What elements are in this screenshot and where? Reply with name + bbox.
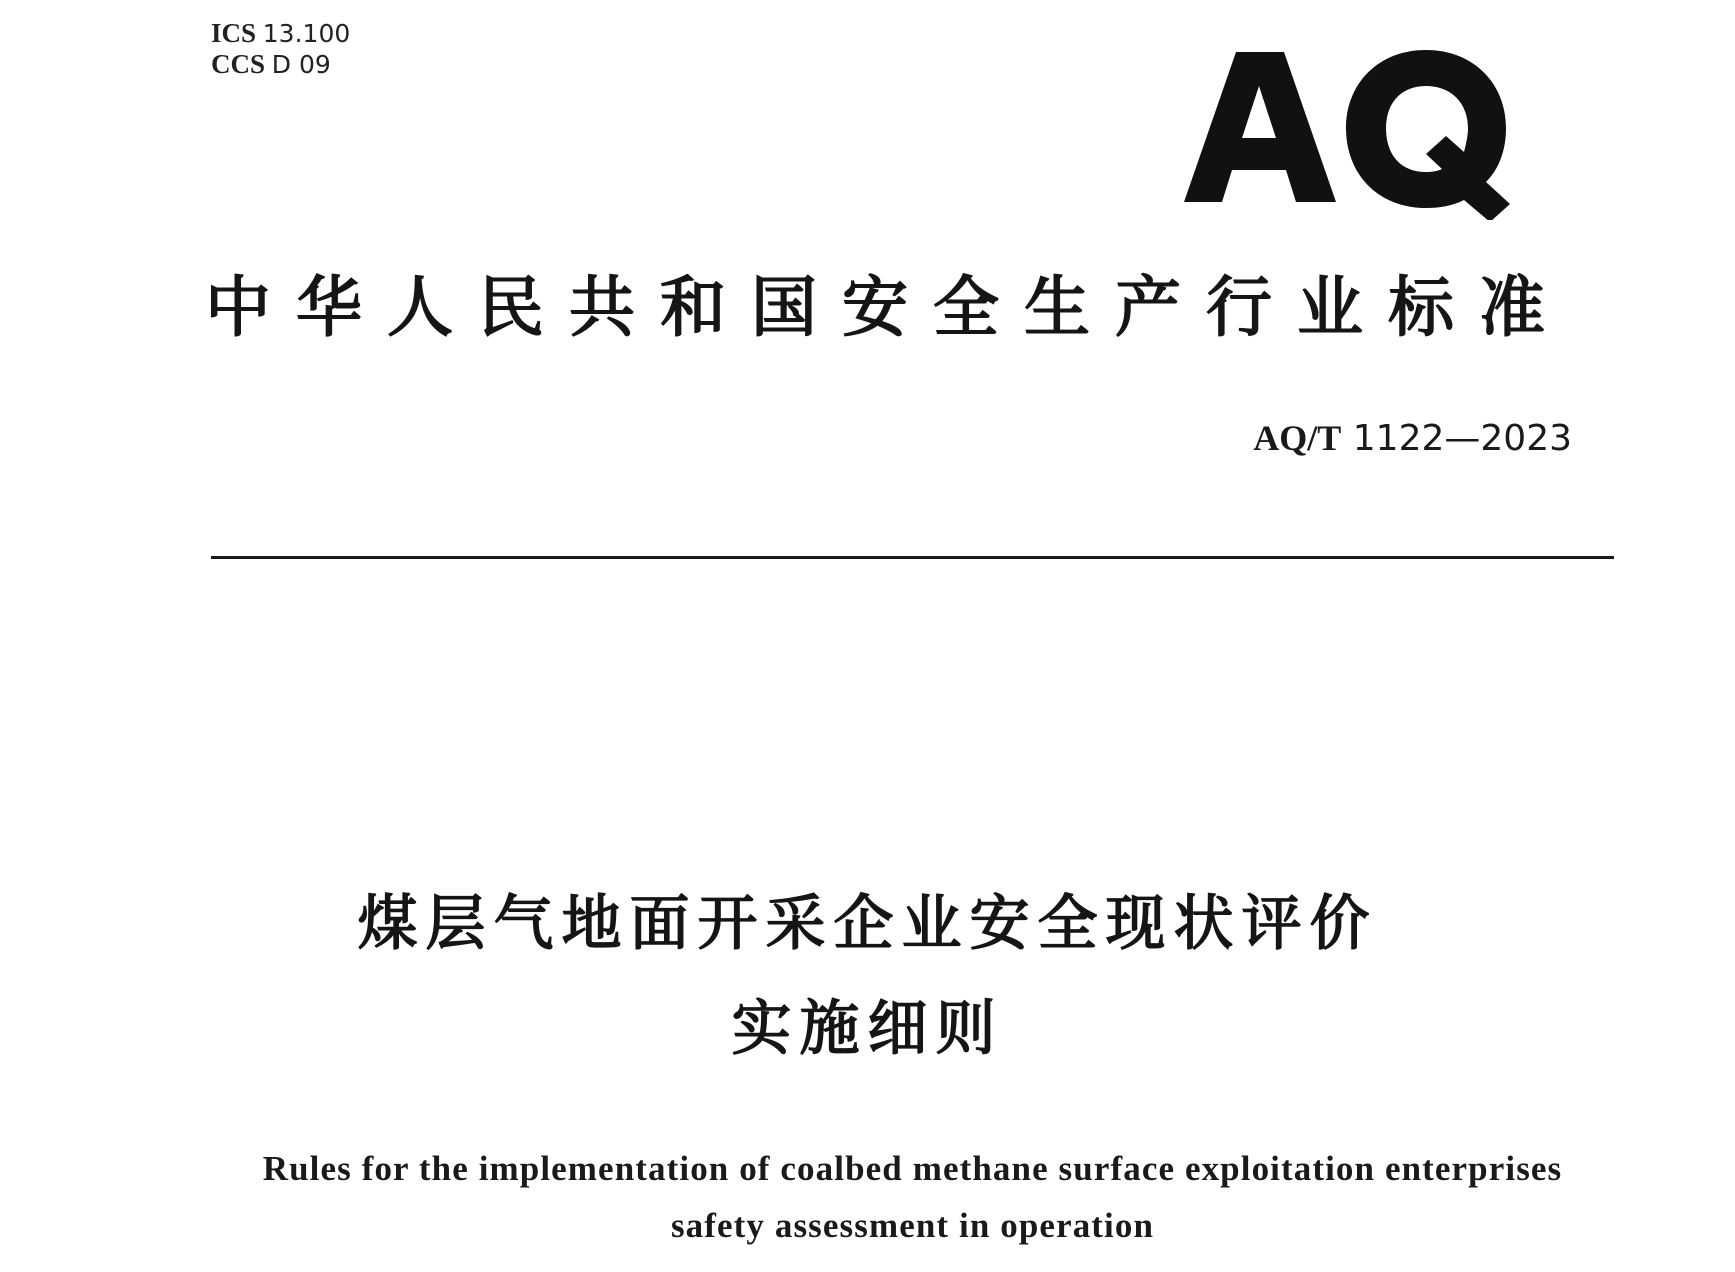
ccs-code [211, 49, 350, 80]
standard-number [1253, 415, 1572, 462]
document-title-line-1: 煤层气地面开采企业安全现状评价 [357, 889, 1378, 959]
ccs-value: D 09 [271, 50, 331, 79]
ics-label: ICS [211, 18, 257, 48]
standard-number-value: 1122—2023 [1352, 418, 1572, 459]
standard-title: 中华人民共和国安全生产行业标准 [205, 269, 1570, 346]
ccs-label: CCS [211, 49, 266, 79]
english-title-line-2: safety assessment in operation [670, 1206, 1155, 1245]
header-divider [211, 556, 1614, 559]
standard-number-prefix: AQ/T [1253, 418, 1342, 458]
aq-logo-icon [1180, 40, 1520, 220]
aq-logo [1180, 40, 1520, 220]
document-title-line-2: 实施细则 [731, 994, 1004, 1064]
classification-codes [211, 18, 350, 80]
ics-code [211, 18, 350, 49]
english-title-line-1: Rules for the implementation of coalbed methane surface exploitation enterprises [262, 1149, 1563, 1188]
ics-value: 13.100 [262, 19, 351, 48]
